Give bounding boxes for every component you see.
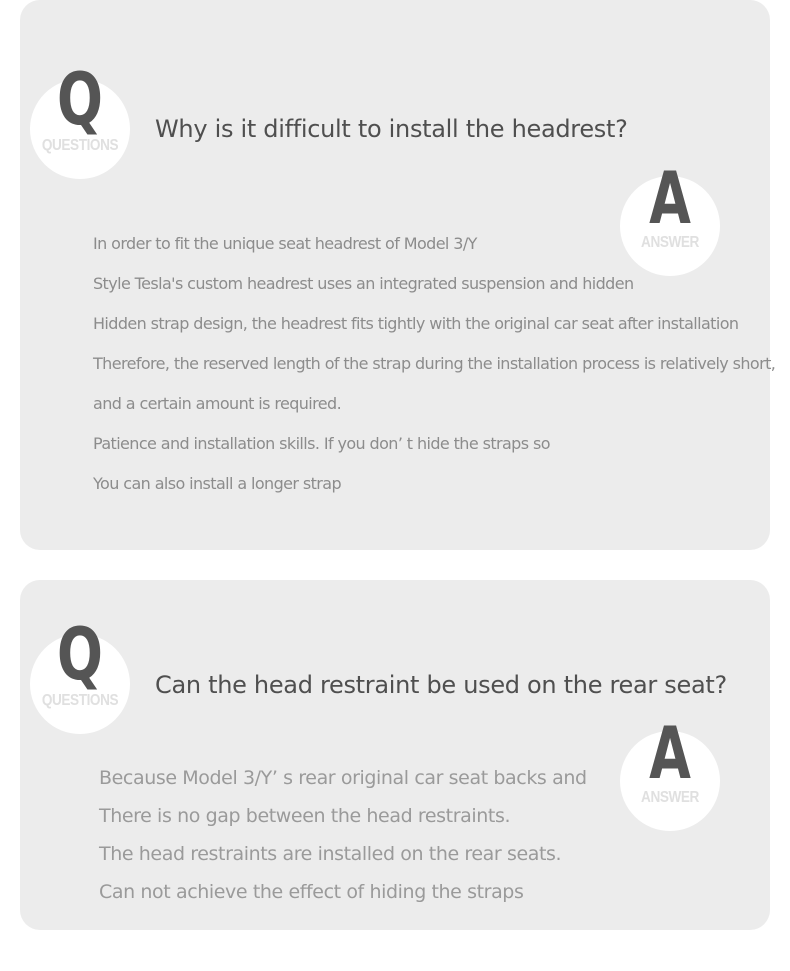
question-title-2: Can the head restraint be used on the rear seat? (155, 671, 727, 699)
answer-line: The head restraints are installed on the rear seats. (99, 843, 562, 865)
answer-line: Patience and installation skills. If you don’ t hide the straps so (93, 434, 550, 453)
answer-badge-2 (620, 711, 720, 831)
a-letter-icon: A (649, 156, 691, 240)
answer-line: Because Model 3/Y’ s rear original car seat backs and (99, 767, 587, 789)
answer-line: Can not achieve the effect of hiding the straps (99, 881, 524, 903)
a-letter-icon: A (649, 711, 691, 795)
q-letter-icon: Q (57, 612, 103, 696)
answer-line: and a certain amount is required. (93, 394, 342, 413)
answer-line: Therefore, the reserved length of the strap during the installation process is relatively short, (93, 354, 776, 373)
q-letter-icon: Q (57, 57, 103, 141)
answer-line: Style Tesla's custom headrest uses an integrated suspension and hidden (93, 274, 634, 293)
answer-line: There is no gap between the head restraints. (99, 805, 511, 827)
answer-text-1 (93, 230, 775, 510)
answer-line: Hidden strap design, the headrest fits tightly with the original car seat after installation (93, 314, 739, 333)
answer-label: ANSWER (641, 234, 699, 251)
questions-label: QUESTIONS (41, 137, 119, 154)
questions-label: QUESTIONS (41, 692, 119, 709)
question-badge-1 (30, 57, 130, 179)
question-title-1: Why is it difficult to install the headrest? (155, 115, 628, 143)
answer-line: You can also install a longer strap (93, 474, 342, 493)
answer-label: ANSWER (641, 789, 699, 806)
answer-line: In order to fit the unique seat headrest of Model 3/Y (93, 234, 477, 253)
answer-text-2 (99, 764, 587, 916)
question-badge-2 (30, 612, 130, 734)
